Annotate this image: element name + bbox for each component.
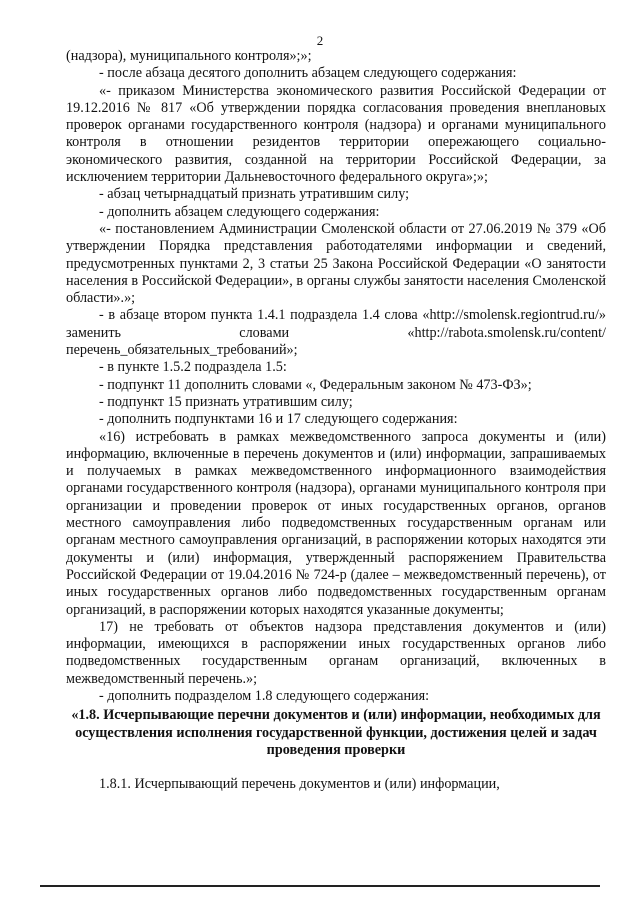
paragraph: - в абзаце втором пункта 1.4.1 подраздела 1.4 слова «http://smolensk.regiontrud.ru/» заменить словами «http://rabota.smolensk.ru/content/перечень_обязательных_требований»; (66, 307, 606, 359)
paragraph: - абзац четырнадцатый признать утратившим силу; (99, 186, 410, 203)
paragraph: (надзора), муниципального контроля»;»; (66, 48, 312, 64)
paragraph: - подпункт 11 дополнить словами «, Федеральным законом № 473-ФЗ»; (99, 376, 532, 393)
paragraph: 1.8.1. Исчерпывающий перечень документов и (или) информации, (99, 776, 500, 793)
paragraph: - подпункт 15 признать утратившим силу; (99, 393, 353, 410)
page-bottom-rule (40, 885, 600, 887)
paragraph: «- приказом Министерства экономического развития Российской Федерации от 19.12.2016 № 817 «Об утверждении порядка согласования проведения внеплановых проверок органами государственного контроля (надзора) и органами муниципального контроля в отношении резидентов территории опережающего социально-экономического развития, созданной на территории Российской Федерации, за исключением территории Дальневосточного федерального округа»;»; (66, 82, 606, 186)
paragraph: - дополнить абзацем следующего содержания: (99, 203, 380, 220)
document-body (66, 48, 606, 793)
paragraph: «16) истребовать в рамках межведомственного запроса документы и (или) информацию, включенные в перечень документов и (или) информации, запрашиваемых и получаемых в рамках межведомственного информационного взаимодействия органами государственного контроля (надзора), органами муниципального контроля при организации и проведении проверок от иных государственных органов, органов местного самоуправления либо подведомственных государственным органам или органам местного самоуправления организаций, в распоряжении которых находятся эти документы и (или) информация, утвержденный распоряжением Правительства Российской Федерации от 19.04.2016 № 724-р (далее – межведомственный перечень), от иных государственных органов либо подведомственных государственным органам организаций, в распоряжении которых находятся указанные документы; (66, 428, 606, 618)
paragraph: - дополнить подпунктами 16 и 17 следующего содержания: (99, 411, 458, 428)
paragraph: - дополнить подразделом 1.8 следующего содержания: (99, 687, 430, 704)
section-heading: «1.8. Исчерпывающие перечни документов и (или) информации, необходимых для осуществления исполнения государственной функции, достижения целей и задач проведения проверки (71, 707, 601, 758)
paragraph: - в пункте 1.5.2 подраздела 1.5: (99, 359, 287, 376)
paragraph: 17) не требовать от объектов надзора представления документов и (или) информации, имеющихся в распоряжении иных государственных органов либо подведомственных государственным органам организаций, включенных в межведомственный перечень.»; (66, 618, 606, 687)
paragraph: «- постановлением Администрации Смоленской области от 27.06.2019 № 379 «Об утверждении Порядка представления работодателями информации и сведений, предусмотренных пунктами 2, 3 статьи 25 Закона Российской Федерации «О занятости населения в Российской Федерации», в органы службы занятости населения Смоленской области».»; (66, 220, 606, 307)
page-number: 2 (316, 33, 324, 48)
paragraph: - после абзаца десятого дополнить абзацем следующего содержания: (99, 65, 517, 82)
